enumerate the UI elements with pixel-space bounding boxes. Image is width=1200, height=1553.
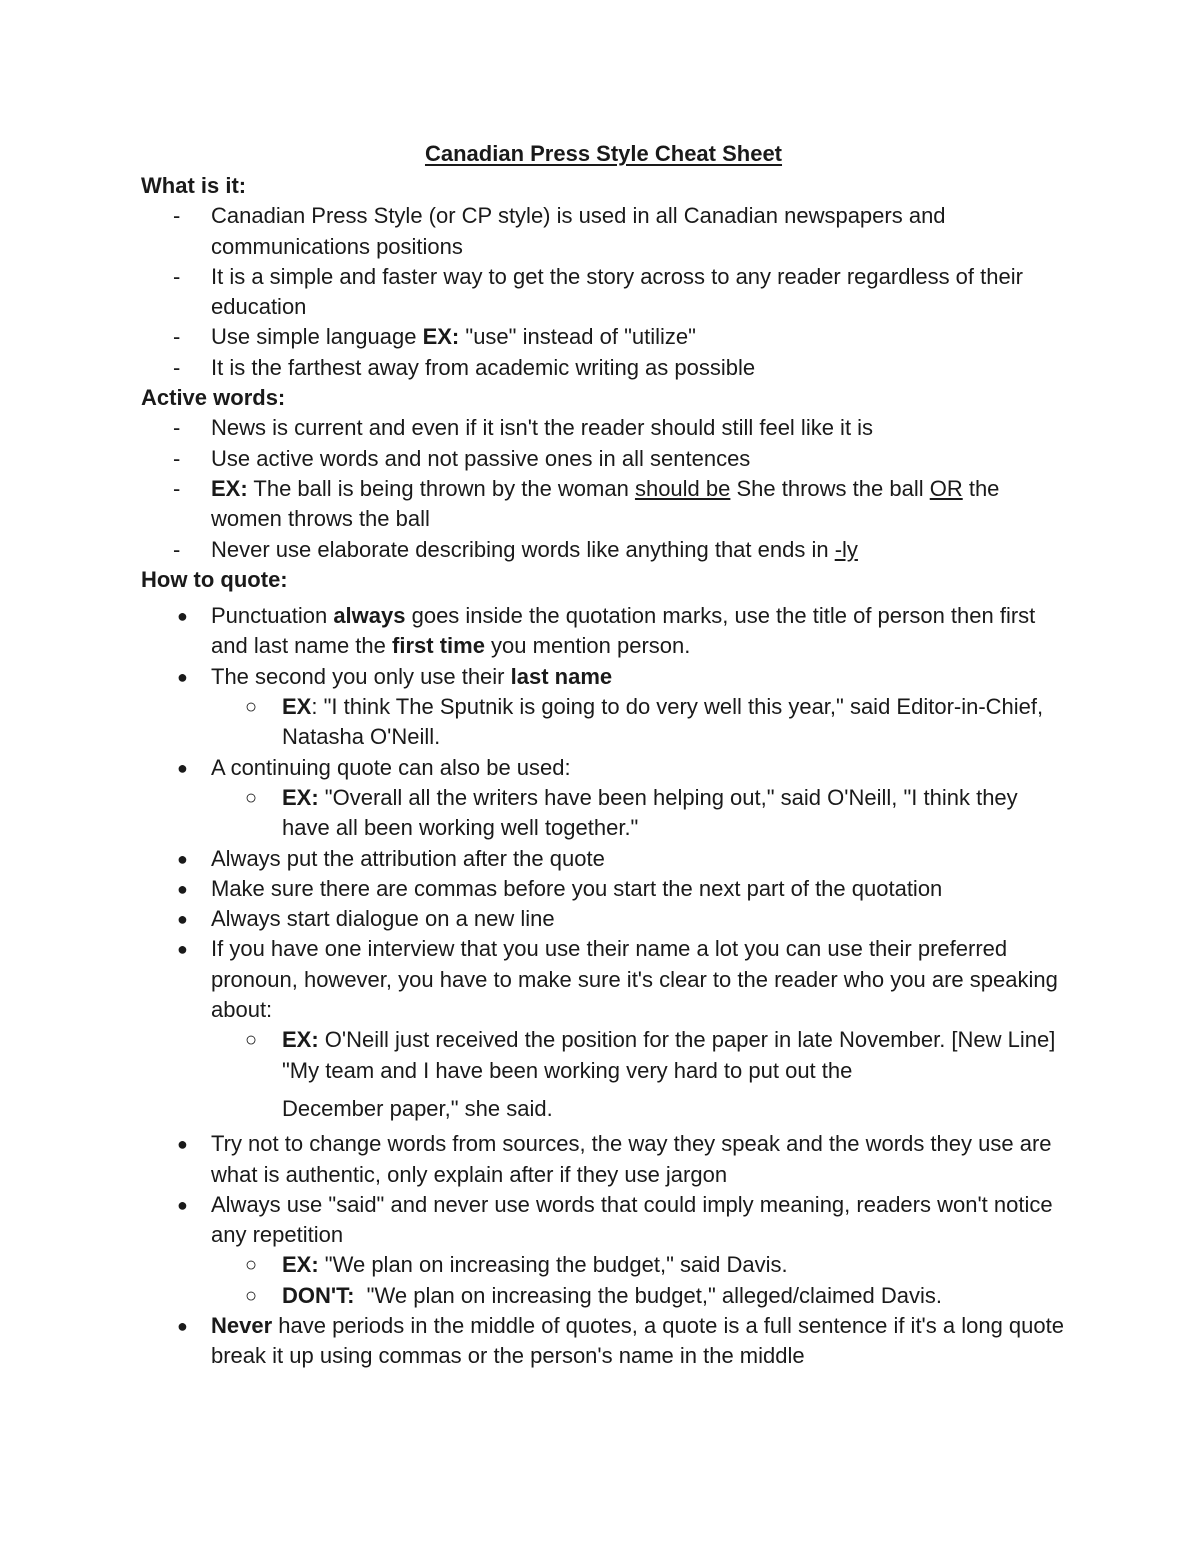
list-item-text: Always put the attribution after the quote — [211, 845, 605, 871]
sub-list-item — [141, 1025, 1066, 1124]
list-item-text: "Overall all the writers have been helping out," said O'Neill, "I think they have all been working well together." — [282, 784, 1018, 841]
list-item-text: "use" instead of "utilize" — [459, 324, 696, 350]
sub-list-item — [141, 1250, 1066, 1280]
list-item — [141, 904, 1066, 934]
section-heading-how-to-quote: How to quote: — [141, 566, 288, 592]
list-item — [141, 262, 1066, 323]
list-item — [141, 844, 1066, 874]
list-item-text: She throws the ball — [730, 475, 930, 501]
dash-marker: - — [173, 203, 181, 229]
list-item — [141, 353, 1066, 383]
list-item — [141, 1311, 1066, 1372]
section-heading-what-is-it: What is it: — [141, 173, 247, 198]
list-item — [141, 934, 1066, 1025]
underlined-text: -ly — [834, 536, 858, 562]
ex-label: EX: — [282, 784, 319, 810]
bold-text: always — [333, 603, 406, 629]
list-item — [141, 1190, 1066, 1251]
underlined-text: should be — [634, 475, 731, 501]
document-title: Canadian Press Style Cheat Sheet — [424, 141, 783, 166]
bold-text: first time — [392, 633, 485, 659]
bullet-marker: ● — [177, 909, 188, 930]
bullet-marker: ● — [177, 1194, 188, 1215]
ex-label: EX: — [282, 1027, 319, 1053]
list-item-text: Always start dialogue on a new line — [211, 906, 555, 932]
list-item-text: Use simple language — [211, 324, 423, 350]
bullet-marker: ● — [177, 939, 188, 960]
circle-marker: ○ — [245, 1029, 258, 1052]
dont-label: DON'T: — [282, 1282, 355, 1308]
bullet-marker: ● — [177, 878, 188, 899]
list-item-text: Use active words and not passive ones in all sentences — [211, 445, 751, 471]
list-item-text: Try not to change words from sources, the way they speak and the words they use are what is authentic, only explain after if they use jargon — [211, 1131, 1052, 1187]
bullet-marker: ● — [177, 606, 188, 627]
circle-marker: ○ — [245, 786, 258, 809]
list-item — [141, 413, 1066, 443]
how-to-quote-list — [141, 601, 1066, 1371]
circle-marker: ○ — [245, 1254, 258, 1277]
document-page — [141, 139, 1066, 1372]
list-item-text: "We plan on increasing the budget," said Davis. — [318, 1252, 788, 1278]
dash-marker: - — [173, 415, 181, 441]
list-item — [141, 662, 1066, 692]
bold-text: Never — [211, 1312, 273, 1338]
list-item-text: the women throws the ball — [211, 475, 1000, 532]
list-item — [141, 1129, 1066, 1190]
active-words-list — [141, 413, 1066, 564]
bullet-marker: ● — [177, 1315, 188, 1336]
list-item-text: News is current and even if it isn't the reader should still feel like it is — [211, 415, 874, 441]
list-item-text: "We plan on increasing the budget," alleged/claimed Davis. — [354, 1282, 943, 1308]
list-item-text: If you have one interview that you use their name a lot you can use their preferred pronoun, however, you have to make sure it's clear to the reader who you are speaking about: — [211, 936, 1058, 1023]
list-item-text: It is a simple and faster way to get the story across to any reader regardless of their education — [211, 263, 1023, 320]
list-item-text: The ball is being thrown by the woman — [247, 475, 635, 501]
list-item-text: The second you only use their — [211, 663, 511, 689]
circle-marker: ○ — [245, 1284, 258, 1307]
dash-marker: - — [173, 536, 181, 562]
list-item-text: Never use elaborate describing words like anything that ends in — [211, 536, 835, 562]
what-is-it-list — [141, 201, 1066, 383]
bold-text: last name — [510, 663, 613, 689]
list-item-text: Always use "said" and never use words that could imply meaning, readers won't notice any repetition — [211, 1191, 1053, 1248]
list-item-text: O'Neill just received the position for the paper in late November. [New Line] "My team and I have been working very hard to put out the — [282, 1027, 1056, 1083]
list-item-text: It is the farthest away from academic writing as possible — [211, 354, 756, 380]
list-item — [141, 535, 1066, 565]
dash-marker: - — [173, 263, 181, 289]
list-item — [141, 601, 1066, 662]
list-item — [141, 474, 1066, 535]
list-item — [141, 444, 1066, 474]
list-item — [141, 753, 1066, 783]
list-item — [141, 322, 1066, 352]
list-item — [141, 874, 1066, 904]
bullet-marker: ● — [177, 666, 188, 687]
list-item-text: December paper," she said. — [282, 1095, 553, 1121]
list-item-text: Canadian Press Style (or CP style) is used in all Canadian newspapers and communications positions — [211, 203, 946, 259]
circle-marker: ○ — [245, 696, 258, 719]
dash-marker: - — [173, 445, 181, 471]
underlined-text: OR — [929, 475, 963, 501]
list-item-text: have periods in the middle of quotes, a quote is a full sentence if it's a long quote break it up using commas or the person's name in the middle — [211, 1312, 1064, 1369]
sub-list-item — [141, 1281, 1066, 1311]
bullet-marker: ● — [177, 757, 188, 778]
list-item-text: Make sure there are commas before you start the next part of the quotation — [211, 875, 943, 901]
bullet-marker: ● — [177, 848, 188, 869]
ex-label: EX: — [282, 1252, 319, 1278]
list-item-text: Punctuation — [211, 603, 334, 629]
dash-marker: - — [173, 324, 181, 350]
list-item — [141, 201, 1066, 262]
ex-label: EX: — [211, 475, 248, 501]
sub-list-item — [141, 783, 1066, 844]
list-item-text: goes inside the quotation marks, use the title of person then first and last name the — [211, 603, 1036, 659]
section-heading-active-words: Active words: — [141, 385, 286, 411]
dash-marker: - — [173, 475, 181, 501]
list-item-text: A continuing quote can also be used: — [211, 754, 571, 780]
ex-label: EX — [282, 694, 312, 720]
sub-list-item — [141, 692, 1066, 753]
ex-label: EX: — [422, 324, 460, 350]
list-item-text: you mention person. — [484, 633, 691, 659]
bullet-marker: ● — [177, 1134, 188, 1155]
list-item-text: : "I think The Sputnik is going to do very well this year," said Editor-in-Chief, Natasha O'Neill. — [282, 694, 1044, 750]
dash-marker: - — [173, 354, 181, 380]
